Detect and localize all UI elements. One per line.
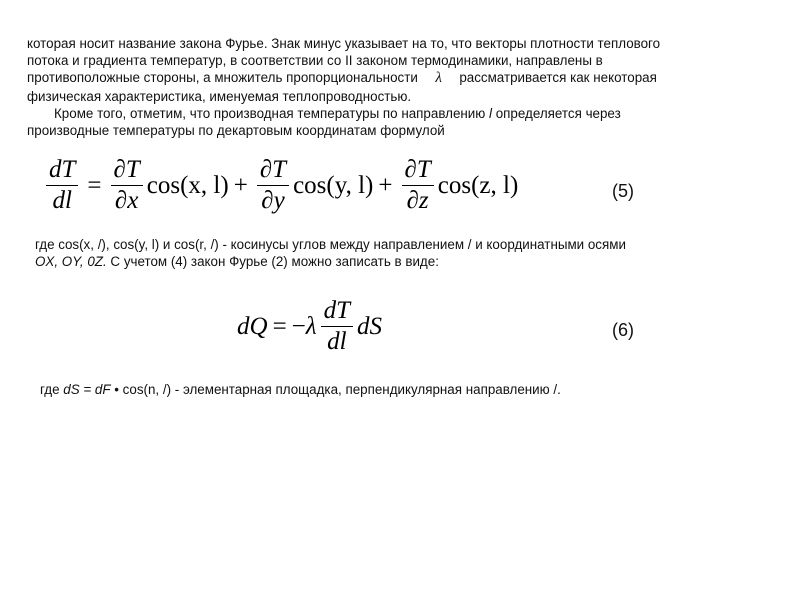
- fraction-dT-dx: $\frac{\partial T}{\partial x}$: [111, 157, 143, 215]
- formula-5: $\frac{dT}{dl}$ = $\frac{\partial T}{\partial x}$ cos(x, l) + $\frac{\partial T}{\partial y}$ cos(y, l) + $\frac{\partial T}{\partial z}$ cos(z, l): [42, 157, 518, 215]
- text-line: противоположные стороны, а множитель пропорциональности: [27, 70, 418, 86]
- text-line: физическая характеристика, именуемая теплопроводностью.: [27, 88, 412, 104]
- lambda-symbol: λ: [305, 312, 317, 340]
- text-line: рассматривается как некоторая: [459, 70, 657, 86]
- variable-l: l: [489, 105, 493, 121]
- paragraph-cosines: [35, 236, 785, 270]
- paragraph-fourier-law: [27, 35, 777, 139]
- formula-inline: dS = dF: [63, 382, 111, 397]
- text-line: производные температуры по декартовым координатам формулой: [27, 123, 445, 139]
- cos-term: cos(x, l): [146, 171, 229, 199]
- fraction-dT-dz: $\frac{\partial T}{\partial z}$: [402, 157, 434, 215]
- text-line: С учетом (4) закон Фурье (2) можно записать в виде:: [106, 254, 439, 270]
- text-line: которая носит название закона Фурье. Знак минус указывает на то, что векторы плотности теплового: [27, 36, 661, 51]
- lambda-symbol: λ: [435, 70, 442, 87]
- axes-names: OX, OY, 0Z.: [35, 254, 107, 270]
- cos-term: cos(z, l): [437, 171, 519, 199]
- fraction-dT-dy: $\frac{\partial T}{\partial y}$: [257, 157, 289, 215]
- text-line: определяется через: [492, 105, 621, 121]
- fraction-dT-dl: $\frac{dT}{dl}$: [46, 157, 78, 215]
- cos-term: cos(y, l): [293, 171, 374, 199]
- text-line: где cos(x, /), cos(y, l) и cos(r, /) - косинусы углов между направлением / и координатными осями: [35, 237, 626, 252]
- fraction-dT-dl: $\frac{dT}{dl}$: [321, 298, 353, 356]
- text-line: Кроме того, отметим, что производная температуры по направлению: [54, 105, 490, 121]
- text-line: потока и градиента температур, в соответствии со II законом термодинамики, направлены в: [27, 53, 603, 69]
- paragraph-area-element: где dS = dF • cos(n, /) - элементарная площадка, перпендикулярная направлению /.: [40, 382, 561, 397]
- equation-number-6: (6): [612, 320, 634, 340]
- equation-number-5: (5): [612, 181, 634, 201]
- formula-6: dQ = − λ $\frac{dT}{dl}$ dS: [237, 297, 383, 356]
